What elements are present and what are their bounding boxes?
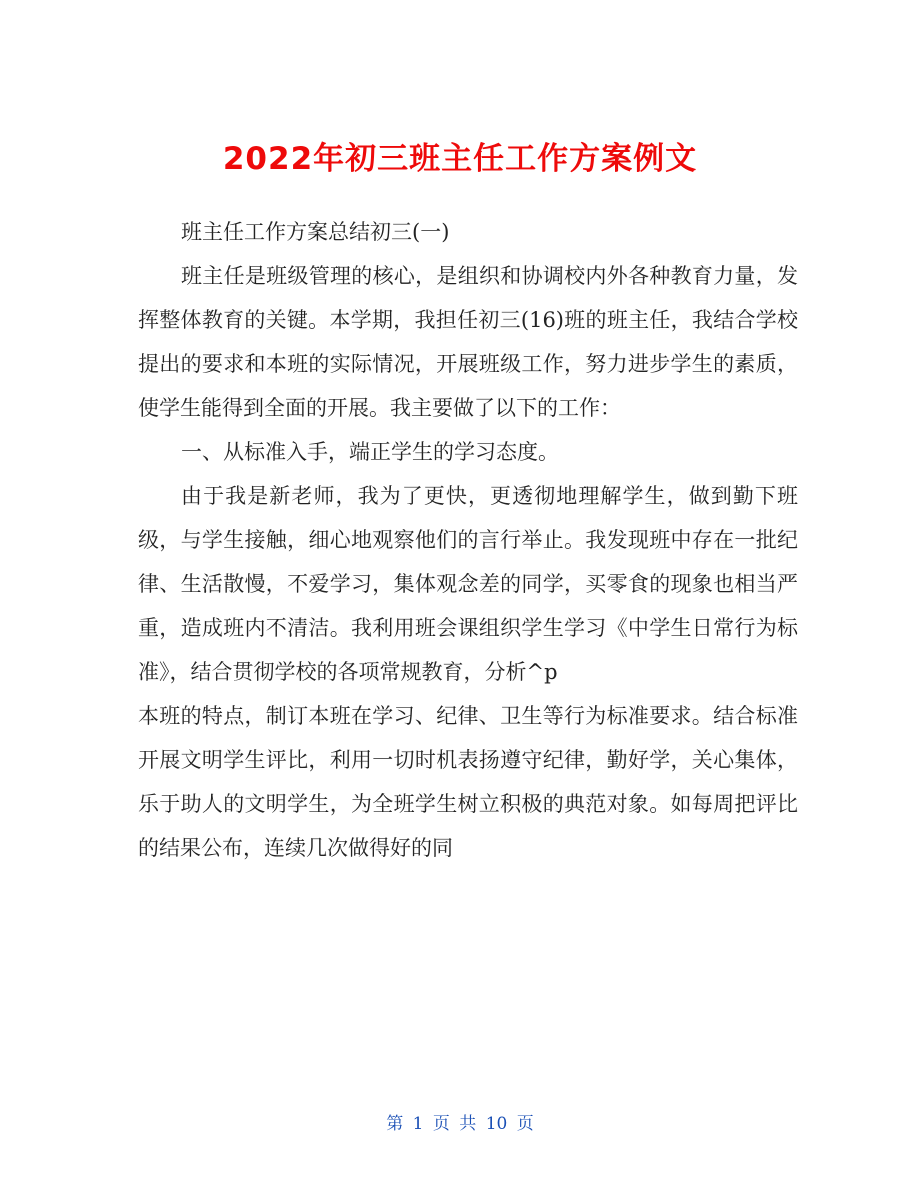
document-body [138,210,798,870]
paragraph-intro: 班主任是班级管理的核心，是组织和协调校内外各种教育力量，发挥整体教育的关键。本学期，我担任初三(16)班的班主任，我结合学校提出的要求和本班的实际情况，开展班级工作，努力进步学生的素质，使学生能得到全面的开展。我主要做了以下的工作： [138,264,798,420]
paragraph-continuation: 本班的特点，制订本班在学习、纪律、卫生等行为标准要求。结合标准开展文明学生评比，利用一切时机表扬遵守纪律，勤好学，关心集体，乐于助人的文明学生，为全班学生树立积极的典范对象。如每周把评比的结果公布，连续几次做得好的同 [138,704,798,860]
paragraph-heading: 班主任工作方案总结初三(一) [181,220,450,244]
paragraph-section-one: 一、从标准入手，端正学生的学习态度。 [181,440,559,464]
paragraph-observation: 由于我是新老师，我为了更快，更透彻地理解学生，做到勤下班级，与学生接触，细心地观察他们的言行举止。我发现班中存在一批纪律、生活散慢，不爱学习，集体观念差的同学，买零食的现象也相当严重，造成班内不清洁。我利用班会课组织学生学习《中学生日常行为标准》，结合贯彻学校的各项常规教育，分析^p [138,484,798,684]
page-number-footer: 第 1 页 共 10 页 [386,1114,534,1134]
document-title: 2022年初三班主任工作方案例文 [222,140,698,177]
